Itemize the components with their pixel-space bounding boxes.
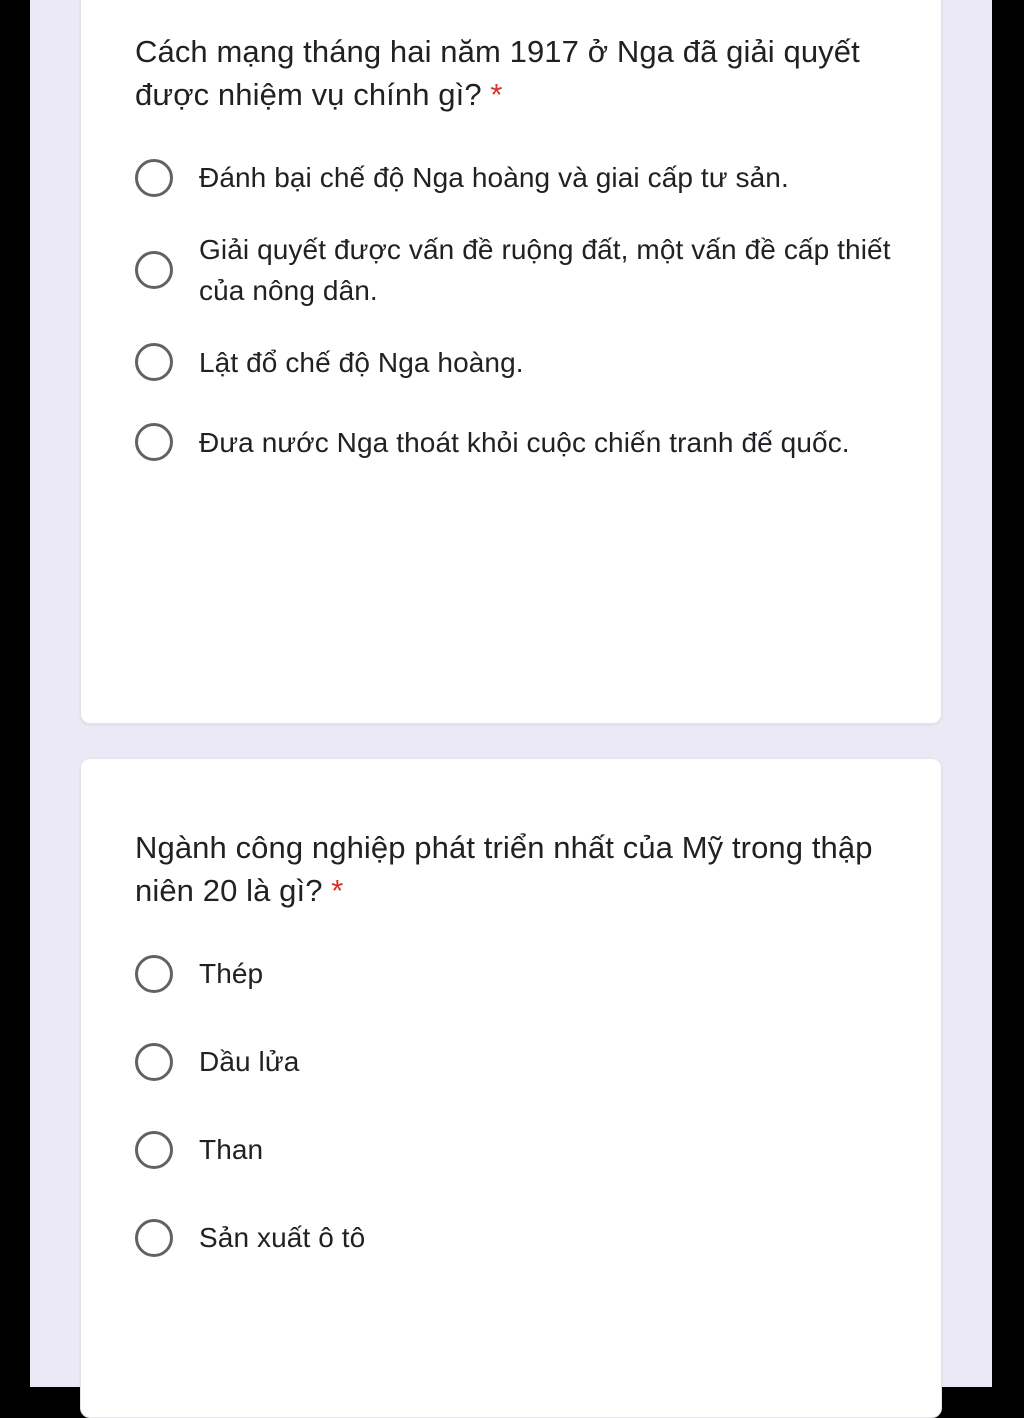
option-row[interactable]: [135, 229, 897, 312]
option-row[interactable]: [135, 1209, 897, 1267]
radio-icon[interactable]: [135, 1043, 173, 1081]
right-gutter: [992, 0, 1024, 1387]
option-label: Dầu lửa: [199, 1045, 300, 1077]
option-label: Lật đổ chế độ Nga hoàng.: [199, 346, 524, 378]
question-title-text: Ngành công nghiệp phát triển nhất của Mỹ trong thập niên 20 là gì?: [135, 830, 873, 908]
radio-icon[interactable]: [135, 1131, 173, 1169]
option-label: Than: [199, 1133, 264, 1165]
question-title-text: Cách mạng tháng hai năm 1917 ở Nga đã giải quyết được nhiệm vụ chính gì?: [135, 34, 860, 112]
option-row[interactable]: [135, 413, 897, 471]
option-row[interactable]: [135, 1033, 897, 1091]
question-title: [81, 759, 941, 913]
question-card: [80, 758, 942, 1418]
option-row[interactable]: [135, 333, 897, 391]
option-row[interactable]: [135, 945, 897, 1003]
option-label: Giải quyết được vấn đề ruộng đất, một vấn đề cấp thiết của nông dân.: [199, 233, 891, 306]
question-title: [81, 0, 941, 117]
option-label: Sản xuất ô tô: [199, 1221, 366, 1253]
radio-icon[interactable]: [135, 251, 173, 289]
option-row[interactable]: [135, 1121, 897, 1179]
required-asterisk: *: [490, 76, 503, 112]
required-asterisk: *: [331, 872, 344, 908]
option-label: Đưa nước Nga thoát khỏi cuộc chiến tranh đế quốc.: [199, 426, 850, 458]
question-card: [80, 0, 942, 724]
radio-icon[interactable]: [135, 1219, 173, 1257]
radio-icon[interactable]: [135, 955, 173, 993]
option-row[interactable]: [135, 149, 897, 207]
form-content: [30, 0, 992, 1387]
radio-icon[interactable]: [135, 343, 173, 381]
options-list: [81, 149, 941, 472]
option-label: Thép: [199, 957, 264, 989]
options-list: [81, 945, 941, 1267]
option-label: Đánh bại chế độ Nga hoàng và giai cấp tư sản.: [199, 161, 789, 193]
radio-icon[interactable]: [135, 423, 173, 461]
radio-icon[interactable]: [135, 159, 173, 197]
